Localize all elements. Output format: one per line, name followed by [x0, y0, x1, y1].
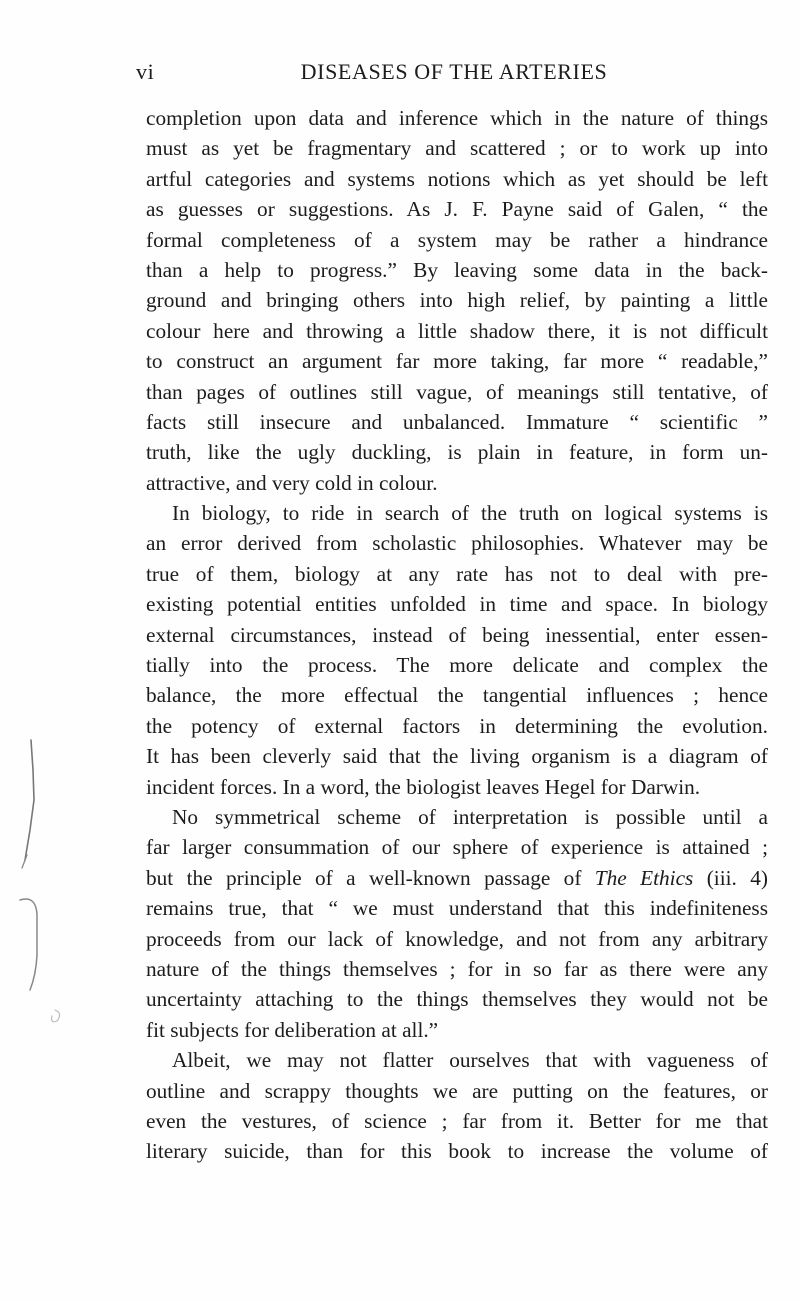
- body-text: [146, 103, 768, 1167]
- italic-book-title: The Ethics: [594, 865, 694, 890]
- text-line-paragraph-start: Albeit, we may not flatter ourselves that with vagueness of: [172, 1048, 768, 1073]
- margin-pencil-stroke: [20, 899, 37, 990]
- text-line: remains true, that “ we must understand that this indefiniteness: [146, 896, 768, 921]
- page-number: vi: [136, 59, 155, 84]
- text-line: the potency of external factors in determining the evolution.: [146, 713, 768, 738]
- text-line: tially into the process. The more delicate and complex the: [146, 653, 768, 678]
- text-line: true of them, biology at any rate has not to deal with pre-: [146, 561, 768, 586]
- text-line: as guesses or suggestions. As J. F. Payne said of Galen, “ the: [146, 197, 768, 222]
- text-line: It has been cleverly said that the living organism is a diagram of: [146, 744, 768, 769]
- text-line: balance, the more effectual the tangential influences ; hence: [146, 683, 768, 708]
- text-line-paragraph-start: No symmetrical scheme of interpretation is possible until a: [172, 804, 768, 829]
- text-line: outline and scrappy thoughts we are putting on the features, or: [146, 1078, 768, 1103]
- text-line-paragraph-start: In biology, to ride in search of the truth on logical systems is: [172, 501, 768, 526]
- running-head: [136, 57, 772, 87]
- text-line: facts still insecure and unbalanced. Immature “ scientific ”: [146, 409, 768, 434]
- text-line-paragraph-end: incident forces. In a word, the biologist leaves Hegel for Darwin.: [146, 774, 701, 799]
- text-line: an error derived from scholastic philosophies. Whatever may be: [146, 531, 768, 556]
- text-line: ground and bringing others into high relief, by painting a little: [146, 288, 768, 313]
- margin-pencil-stroke: [25, 740, 34, 860]
- text-line: must as yet be fragmentary and scattered ; or to work up into: [146, 136, 768, 161]
- text-line: proceeds from our lack of knowledge, and not from any arbitrary: [146, 926, 768, 951]
- text-line: uncertainty attaching to the things themselves they would not be: [146, 987, 768, 1012]
- running-title: DISEASES OF THE ARTERIES: [300, 59, 608, 84]
- text-line: literary suicide, than for this book to increase the volume of: [146, 1139, 768, 1164]
- text-line: existing potential entities unfolded in time and space. In biology: [146, 592, 768, 617]
- text-run: but the principle of a well-known passage of: [146, 865, 595, 890]
- text-line: truth, like the ugly duckling, is plain in feature, in form un-: [146, 440, 768, 465]
- text-line: far larger consummation of our sphere of experience is attained ;: [146, 835, 768, 860]
- text-line: even the vestures, of science ; far from it. Better for me that: [146, 1108, 768, 1133]
- text-line: to construct an argument far more taking, far more “ readable,”: [146, 349, 768, 374]
- text-line: completion upon data and inference which in the nature of things: [146, 106, 768, 130]
- text-line-paragraph-end: fit subjects for deliberation at all.”: [146, 1017, 439, 1042]
- text-line: external circumstances, instead of being inessential, enter essen-: [146, 622, 768, 647]
- text-line: than pages of outlines still vague, of meanings still tentative, of: [146, 379, 768, 404]
- text-line: than a help to progress.” By leaving some data in the back-: [146, 257, 768, 282]
- text-line: nature of the things themselves ; for in so far as there were any: [146, 956, 768, 981]
- text-run: (iii. 4): [693, 865, 768, 890]
- margin-pencil-stroke: [22, 855, 27, 868]
- text-line: colour here and throwing a little shadow there, it is not difficult: [146, 318, 768, 343]
- text-line-paragraph-end: attractive, and very cold in colour.: [146, 470, 438, 495]
- margin-pencil-stroke: [52, 1010, 60, 1022]
- text-line: formal completeness of a system may be rather a hindrance: [146, 227, 768, 252]
- text-line: artful categories and systems notions which as yet should be left: [146, 166, 768, 191]
- text-line-with-italic-title: [146, 863, 768, 893]
